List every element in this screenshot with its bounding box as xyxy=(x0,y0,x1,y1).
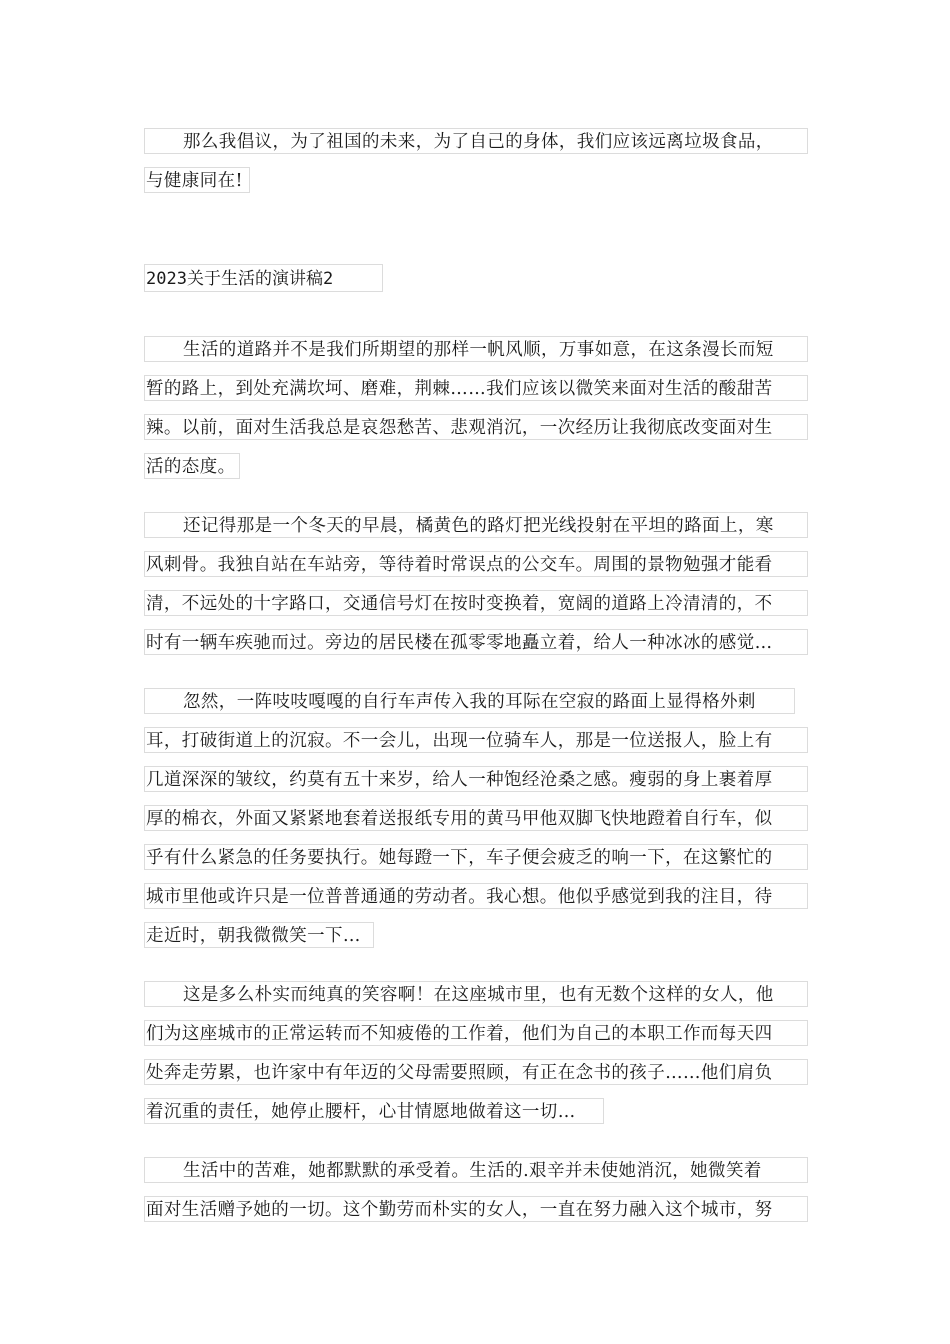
p1-line-4: 活的态度。 xyxy=(144,453,240,479)
p3-line-7: 走近时，朝我微微笑一下… xyxy=(144,922,374,948)
intro-line-1: 那么我倡议，为了祖国的未来，为了自己的身体，我们应该远离垃圾食品， xyxy=(144,128,808,154)
p4-line-2: 们为这座城市的正常运转而不知疲倦的工作着，他们为自己的本职工作而每天四 xyxy=(144,1020,808,1046)
p3-line-2: 耳，打破街道上的沉寂。不一会儿，出现一位骑车人，那是一位送报人，脸上有 xyxy=(144,727,808,753)
p2-line-3: 清，不远处的十字路口，交通信号灯在按时变换着，宽阔的道路上冷清清的，不 xyxy=(144,590,808,616)
p1-line-2: 暂的路上，到处充满坎坷、磨难，荆棘……我们应该以微笑来面对生活的酸甜苦 xyxy=(144,375,808,401)
p4-line-4: 着沉重的责任，她停止腰杆，心甘情愿地做着这一切… xyxy=(144,1098,604,1124)
intro-line-2: 与健康同在! xyxy=(144,167,250,193)
p3-line-1: 忽然，一阵吱吱嘎嘎的自行车声传入我的耳际在空寂的路面上显得格外刺 xyxy=(144,688,795,714)
p5-line-1: 生活中的苦难，她都默默的承受着。生活的.艰辛并未使她消沉，她微笑着 xyxy=(144,1157,808,1183)
p4-line-1: 这是多么朴实而纯真的笑容啊！在这座城市里，也有无数个这样的女人，他 xyxy=(144,981,808,1007)
p3-line-3: 几道深深的皱纹，约莫有五十来岁，给人一种饱经沧桑之感。瘦弱的身上裹着厚 xyxy=(144,766,808,792)
p3-line-6: 城市里他或许只是一位普普通通的劳动者。我心想。他似乎感觉到我的注目，待 xyxy=(144,883,808,909)
p3-line-4: 厚的棉衣，外面又紧紧地套着送报纸专用的黄马甲他双脚飞快地蹬着自行车，似 xyxy=(144,805,808,831)
p1-line-1: 生活的道路并不是我们所期望的那样一帆风顺，万事如意，在这条漫长而短 xyxy=(144,336,808,362)
section-heading: 2023关于生活的演讲稿2 xyxy=(144,264,383,292)
p5-line-2: 面对生活赠予她的一切。这个勤劳而朴实的女人，一直在努力融入这个城市，努 xyxy=(144,1196,808,1222)
p4-line-3: 处奔走劳累，也许家中有年迈的父母需要照顾，有正在念书的孩子……他们肩负 xyxy=(144,1059,808,1085)
p3-line-5: 乎有什么紧急的任务要执行。她每蹬一下，车子便会疲乏的响一下，在这繁忙的 xyxy=(144,844,808,870)
p2-line-4: 时有一辆车疾驰而过。旁边的居民楼在孤零零地矗立着，给人一种冰冰的感觉… xyxy=(144,629,808,655)
p2-line-2: 风刺骨。我独自站在车站旁，等待着时常误点的公交车。周围的景物勉强才能看 xyxy=(144,551,808,577)
p2-line-1: 还记得那是一个冬天的早晨，橘黄色的路灯把光线投射在平坦的路面上，寒 xyxy=(144,512,808,538)
p1-line-3: 辣。以前，面对生活我总是哀怨愁苦、悲观消沉，一次经历让我彻底改变面对生 xyxy=(144,414,808,440)
